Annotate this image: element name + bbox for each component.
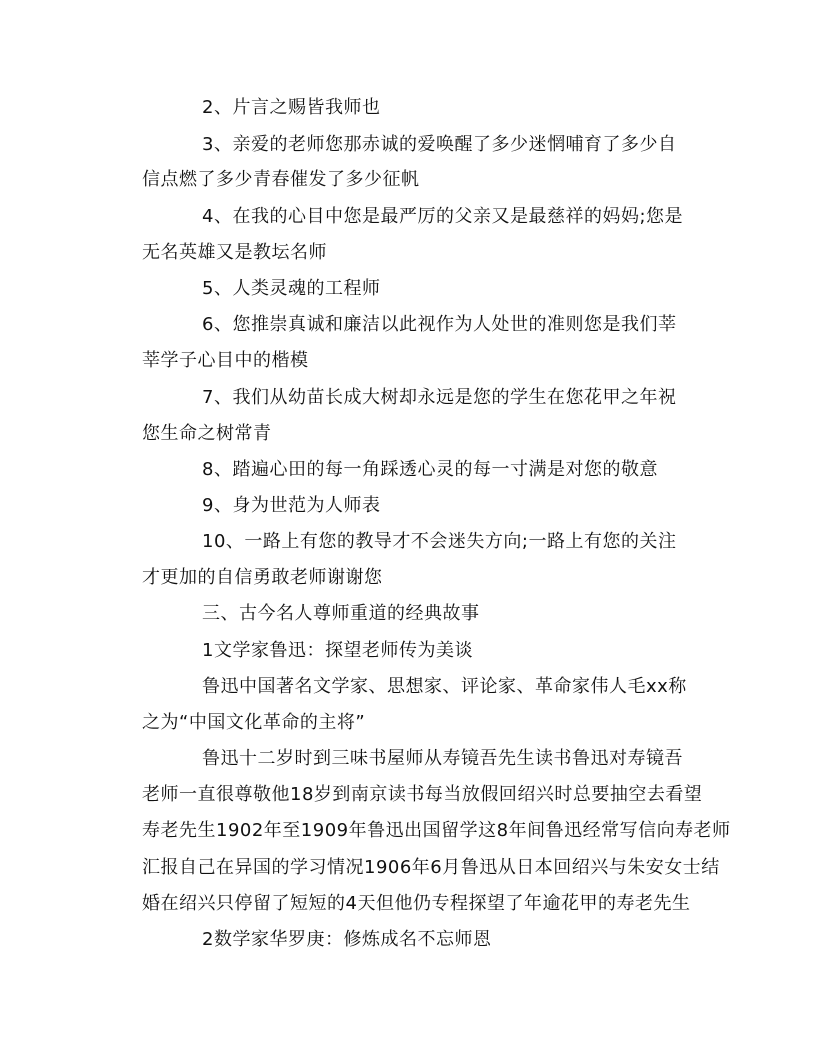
story-title-1: 1文学家鲁迅：探望老师传为美谈: [202, 640, 473, 661]
text-line-18: 之为“中国文化革命的主将”: [142, 712, 366, 733]
text-line-21: 寿老先生1902年至1909年鲁迅出国留学这8年间鲁迅经常写信向寿老师: [142, 820, 731, 841]
story-title-2: 2数学家华罗庚：修炼成名不忘师恩: [202, 929, 492, 950]
text-line-3: 信点燃了多少青春催发了多少征帆: [142, 169, 420, 190]
text-line-8: 莘学子心目中的楷模: [142, 350, 309, 371]
text-line-23: 婚在绍兴只停留了短短的4天但他仍专程探望了年逾花甲的寿老先生: [142, 893, 691, 914]
section-heading: 三、古今名人尊师重道的经典故事: [202, 603, 480, 624]
text-line-2: 3、亲爱的老师您那赤诚的爱唤醒了多少迷惘哺育了多少自: [202, 134, 677, 155]
text-line-22: 汇报自己在异国的学习情况1906年6月鲁迅从日本回绍兴与朱安女士结: [142, 857, 720, 878]
text-line-6: 5、人类灵魂的工程师: [202, 278, 381, 299]
text-line-9: 7、我们从幼苗长成大树却永远是您的学生在您花甲之年祝: [202, 387, 677, 408]
text-line-5: 无名英雄又是教坛名师: [142, 242, 327, 263]
text-line-14: 才更加的自信勇敢老师谢谢您: [142, 567, 383, 588]
text-line-12: 9、身为世范为人师表: [202, 495, 381, 516]
text-line-4: 4、在我的心目中您是最严厉的父亲又是最慈祥的妈妈;您是: [202, 206, 684, 227]
text-line-10: 您生命之树常青: [142, 423, 272, 444]
text-line-17: 鲁迅中国著名文学家、思想家、评论家、革命家伟人毛xx称: [202, 676, 687, 697]
text-line-13: 10、一路上有您的教导才不会迷失方向;一路上有您的关注: [202, 531, 677, 552]
text-line-7: 6、您推崇真诚和廉洁以此视作为人处世的准则您是我们莘: [202, 314, 677, 335]
text-line-1: 2、片言之赐皆我师也: [202, 97, 381, 118]
text-line-20: 老师一直很尊敬他18岁到南京读书每当放假回绍兴时总要抽空去看望: [142, 784, 703, 805]
text-line-11: 8、踏遍心田的每一角踩透心灵的每一寸满是对您的敬意: [202, 459, 658, 480]
text-line-19: 鲁迅十二岁时到三味书屋师从寿镜吾先生读书鲁迅对寿镜吾: [202, 748, 683, 769]
